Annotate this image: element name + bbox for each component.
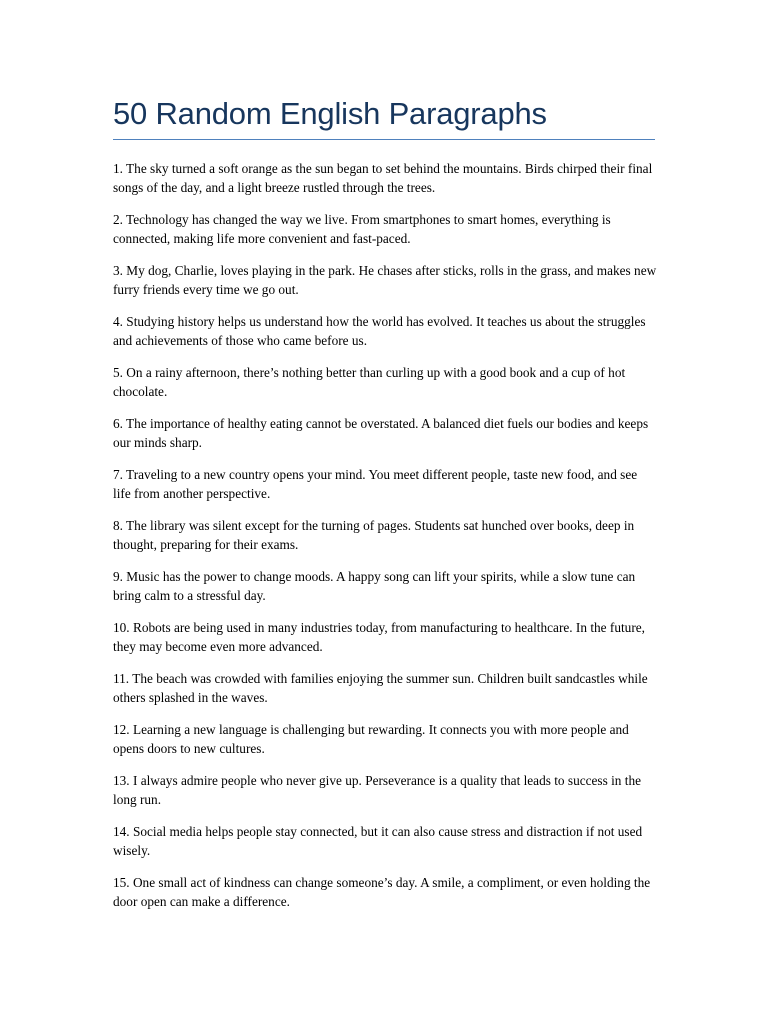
paragraph: 1. The sky turned a soft orange as the sun began to set behind the mountains. Birds chirped their final songs of the day, and a light breeze rustled through the trees.	[113, 161, 653, 195]
paragraph: 14. Social media helps people stay connected, but it can also cause stress and distraction if not used wisely.	[113, 824, 643, 858]
paragraph: 12. Learning a new language is challenging but rewarding. It connects you with more people and opens doors to new cultures.	[113, 722, 629, 756]
paragraph: 6. The importance of healthy eating cannot be overstated. A balanced diet fuels our bodies and keeps our minds sharp.	[113, 416, 649, 450]
paragraph: 9. Music has the power to change moods. A happy song can lift your spirits, while a slow tune can bring calm to a stressful day.	[113, 569, 636, 603]
paragraph: 15. One small act of kindness can change someone’s day. A smile, a compliment, or even holding the door open can make a difference.	[113, 875, 651, 909]
paragraph: 11. The beach was crowded with families enjoying the summer sun. Children built sandcastles while others splashed in the waves.	[113, 671, 648, 705]
paragraph: 10. Robots are being used in many industries today, from manufacturing to healthcare. In the future, they may become even more advanced.	[113, 620, 645, 654]
paragraph: 3. My dog, Charlie, loves playing in the park. He chases after sticks, rolls in the grass, and makes new furry friends every time we go out.	[113, 263, 657, 297]
paragraph-list	[113, 159, 658, 924]
title-divider	[113, 139, 655, 140]
paragraph: 13. I always admire people who never give up. Perseverance is a quality that leads to success in the long run.	[113, 773, 642, 807]
paragraph: 5. On a rainy afternoon, there’s nothing better than curling up with a good book and a cup of hot chocolate.	[113, 365, 626, 399]
paragraph: 2. Technology has changed the way we live. From smartphones to smart homes, everything is connected, making life more convenient and fast-paced.	[113, 212, 611, 246]
paragraph: 7. Traveling to a new country opens your mind. You meet different people, taste new food, and see life from another perspective.	[113, 467, 638, 501]
paragraph: 8. The library was silent except for the turning of pages. Students sat hunched over books, deep in thought, preparing for their exams.	[113, 518, 635, 552]
document-title: 50 Random English Paragraphs	[113, 96, 547, 131]
paragraph: 4. Studying history helps us understand how the world has evolved. It teaches us about the struggles and achievements of those who came before us.	[113, 314, 646, 348]
